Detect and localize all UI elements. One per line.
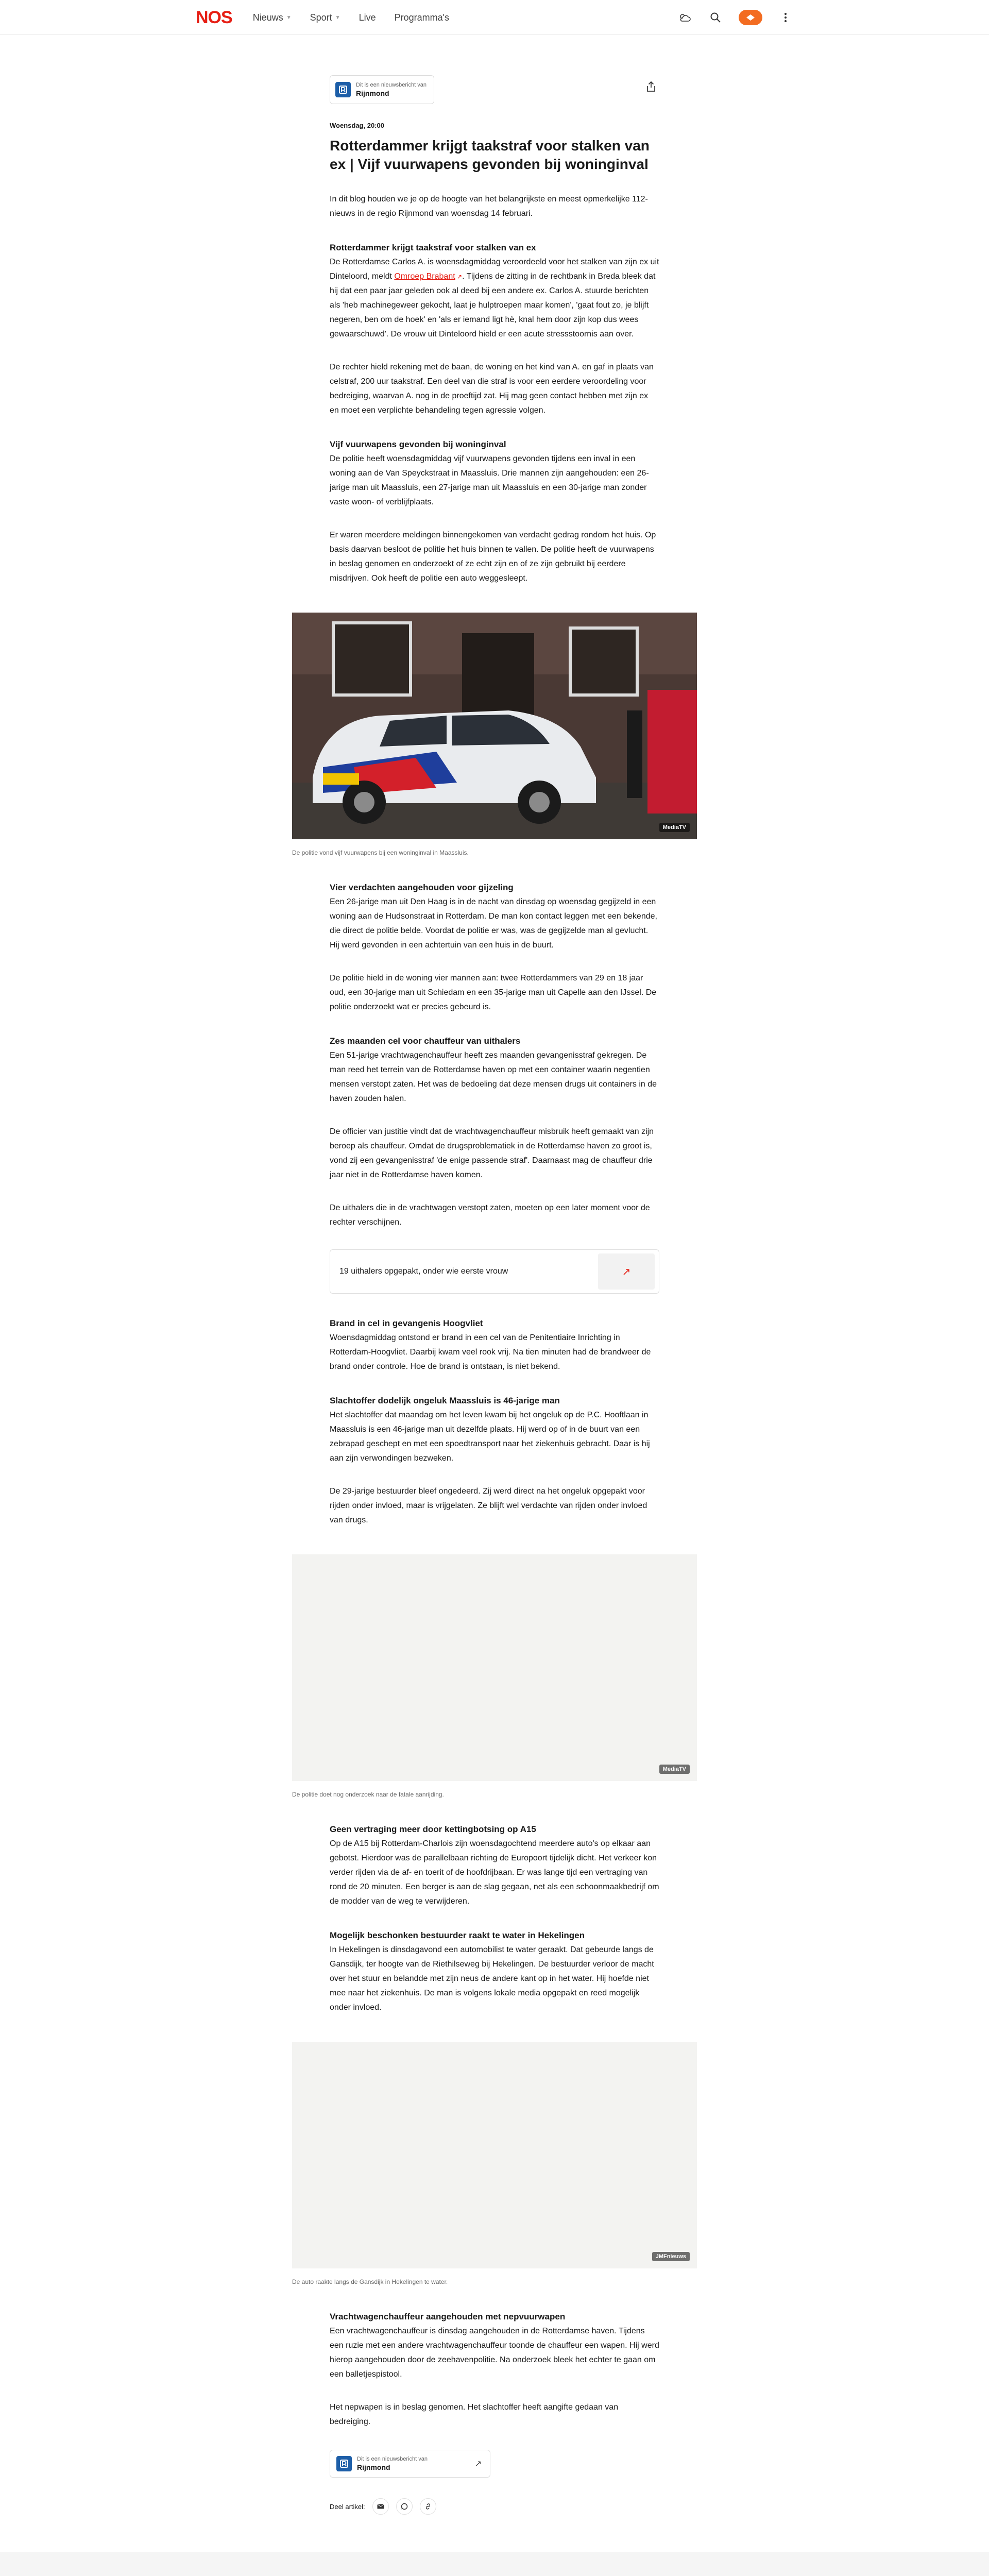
page-title: Rotterdammer krijgt taakstraf voor stalken van ex | Vijf vuurwapens gevonden bij woninginval bbox=[330, 138, 650, 172]
nav-sport-label: Sport bbox=[310, 12, 332, 23]
source-small: Dit is een nieuwsbericht van bbox=[357, 2456, 428, 2462]
section-heading: Mogelijk beschonken bestuurder raakt te water in Hekelingen bbox=[330, 1930, 585, 1940]
section-heading: Geen vertraging meer door kettingbotsing op A15 bbox=[330, 1824, 536, 1834]
paragraph: De politie hield in de woning vier mannen aan: twee Rotterdammers van 29 en 18 jaar oud, een 30-jarige man uit Schiedam en een 35-jarige man uit Capelle aan den IJssel. De politie onderzoekt wat er precies gebeurd is. bbox=[330, 974, 657, 1011]
section-heading: Vier verdachten aangehouden voor gijzeling bbox=[330, 883, 514, 892]
paragraph: In Hekelingen is dinsdagavond een automobilist te water geraakt. Dat gebeurde langs de Gansdijk, ter hoogte van de Riethilseweg bij Hekelingen. De bestuurder verloor de macht over het stuur en belandde met zijn neus de andere kant op in het water. Hij hoefde niet mee naar het ziekenhuis. De man is volgens lokale media opgepakt en reed mogelijk onder invloed. bbox=[330, 1945, 654, 2012]
source-text bbox=[357, 2455, 428, 2472]
article-date: Woensdag, 20:00 bbox=[330, 122, 384, 129]
nav-sport[interactable] bbox=[310, 12, 340, 23]
paragraph: Woensdagmiddag ontstond er brand in een cel van de Penitentiaire Inrichting in Rotterdam-Hoogvliet. Daarbij kwam veel rook vrij. Na tien minuten had de brandweer de brand onder controle. Hoe de brand is ontstaan, is niet bekend. bbox=[330, 1333, 651, 1371]
paragraph-text: . Tijdens de zitting in de rechtbank in Breda bleek dat hij dat een paar jaar geleden ook al deed bij een andere ex. Carlos A. stuurde berichten als 'heb machinegeweer gekocht, laat je hulptroepen maar komen', 'gaat fout zo, je blijft negeren, ben om de hoek' en 'als er iemand ligt hè, knal hem door zijn kop dus wees gewaarschuwd'. De vrouw uit Dinteloord hield er een acute stressstoornis aan over. bbox=[330, 272, 656, 338]
section-heading: Brand in cel in gevangenis Hoogvliet bbox=[330, 1318, 483, 1328]
image-caption: De politie vond vijf vuurwapens bij een woninginval in Maassluis. bbox=[292, 849, 469, 856]
media-source-tag: MediaTV bbox=[659, 823, 690, 832]
site-header bbox=[0, 0, 989, 35]
nav-nieuws[interactable] bbox=[253, 12, 292, 23]
source-badge-bottom[interactable] bbox=[330, 2450, 490, 2478]
paragraph: Er waren meerdere meldingen binnengekomen van verdacht gedrag rondom het huis. Op basis daarvan besloot de politie het huis binnen te vallen. De politie heeft de vuurwapens in beslag genomen en onderzoekt of ze echt zijn en of ze zijn gebruikt bij eerdere misdrijven. Ook heeft de politie een auto weggesleept. bbox=[330, 531, 656, 583]
image-caption: De auto raakte langs de Gansdijk in Hekelingen te water. bbox=[292, 2278, 448, 2285]
arrow-up-right-icon: ↗ bbox=[598, 1253, 655, 1290]
share-icon[interactable] bbox=[643, 78, 659, 95]
section-heading: Rotterdammer krijgt taakstraf voor stalken van ex bbox=[330, 243, 536, 252]
arrow-up-right-icon: ↗ bbox=[474, 2460, 482, 2468]
source-small: Dit is een nieuwsbericht van bbox=[356, 82, 427, 88]
npo-start-icon[interactable] bbox=[739, 10, 762, 25]
search-icon[interactable] bbox=[708, 10, 723, 25]
paragraph-text: De Rotterdamse Carlos A. is woensdagmiddag veroordeeld voor het stalken van zijn ex uit Dinteloord, meldt bbox=[330, 258, 659, 281]
image-caption: De politie doet nog onderzoek naar de fatale aanrijding. bbox=[292, 1791, 444, 1798]
share-label: Deel artikel: bbox=[330, 2502, 365, 2511]
media-source-tag: JMFnieuws bbox=[652, 2252, 690, 2261]
site-footer bbox=[0, 2552, 989, 2576]
media-placeholder-car-water[interactable] bbox=[292, 2042, 697, 2268]
section-heading: Vrachtwagenchauffeur aangehouden met nepvuurwapen bbox=[330, 2312, 566, 2321]
related-article-title: 19 uithalers opgepakt, onder wie eerste vrouw bbox=[339, 1267, 508, 1276]
rijnmond-logo-icon bbox=[335, 82, 351, 97]
paragraph: De politie heeft woensdagmiddag vijf vuurwapens gevonden tijdens een inval in een woning aan de Van Speyckstraat in Maassluis. Drie mannen zijn aangehouden: een 26-jarige man uit Maassluis, een 27-jarige man uit Maassluis en een 30-jarige man zonder vaste woon- of verblijfplaats. bbox=[330, 454, 649, 506]
share-row bbox=[330, 2498, 659, 2552]
paragraph: Een 51-jarige vrachtwagenchauffeur heeft zes maanden gevangenisstraf gekregen. De man reed het terrein van de Rotterdamse haven op met een container waarin negentien mensen verstopt zaten. Het was de bedoeling dat deze mensen drugs uit containers in de haven zouden halen. bbox=[330, 1051, 657, 1103]
nav-live[interactable] bbox=[359, 12, 376, 23]
chevron-down-icon: ▼ bbox=[335, 14, 340, 21]
more-vertical-icon[interactable] bbox=[778, 10, 793, 25]
section-heading: Vijf vuurwapens gevonden bij woninginval bbox=[330, 439, 506, 449]
paragraph: De 29-jarige bestuurder bleef ongedeerd. Zij werd direct na het ongeluk opgepakt voor rijden onder invloed, maar is vrijgelaten. Ze blijft wel verdachte van rijden onder invloed van drugs. bbox=[330, 1487, 647, 1524]
paragraph: De uithalers die in de vrachtwagen verstopt zaten, moeten op een later moment voor de rechter verschijnen. bbox=[330, 1204, 650, 1227]
weather-icon[interactable] bbox=[677, 10, 692, 25]
copy-link-icon[interactable] bbox=[420, 2498, 436, 2515]
omroep-brabant-link[interactable]: Omroep Brabant bbox=[394, 272, 455, 281]
source-badge-left bbox=[336, 2455, 428, 2472]
source-name: Rijnmond bbox=[356, 89, 389, 97]
nos-logo[interactable]: NOS bbox=[196, 7, 232, 27]
media-source-tag: MediaTV bbox=[659, 1765, 690, 1774]
chevron-down-icon: ▼ bbox=[286, 14, 292, 21]
media-police-car[interactable] bbox=[292, 613, 697, 839]
main-nav bbox=[253, 12, 449, 23]
rijnmond-logo-icon bbox=[336, 2456, 352, 2471]
paragraph: Een 26-jarige man uit Den Haag is in de nacht van dinsdag op woensdag gegijzeld in een woning aan de Hudsonstraat in Rotterdam. De man kon contact leggen met een bekende, die direct de politie belde. Voordat de politie er was, was de gegijzelde man al gevlucht. Hij werd gevonden in een achtertuin van een huis in de buurt. bbox=[330, 897, 657, 950]
article bbox=[0, 35, 989, 2552]
paragraph: De officier van justitie vindt dat de vrachtwagenchauffeur misbruik heeft gemaakt van zijn beroep als chauffeur. Omdat de drugsproblematiek in de Rotterdamse haven zo groot is, vond zij een gevangenisstraf 'de enige passende straf'. Daarnaast mag de chauffeur drie jaar niet in de Rotterdamse haven komen. bbox=[330, 1127, 654, 1179]
paragraph bbox=[330, 255, 659, 342]
paragraph: Een vrachtwagenchauffeur is dinsdag aangehouden in de Rotterdamse haven. Tijdens een ruzie met een andere vrachtwagenchauffeur toonde de chauffeur een wapen. Hij werd hierop aangehouden door de zeehavenpolitie. Na onderzoek bleek het echter te gaan om een balletjespistool. bbox=[330, 2327, 659, 2379]
media-placeholder-accident[interactable] bbox=[292, 1554, 697, 1781]
paragraph: Het slachtoffer dat maandag om het leven kwam bij het ongeluk op de P.C. Hooftlaan in Maassluis is een 46-jarige man uit dezelfde plaats. Hij werd op of in de buurt van een zebrapad geschept en met een spoedtransport naar het ziekenhuis gebracht. Daar is hij aan zijn verwondingen bezweken. bbox=[330, 1411, 650, 1463]
source-badge[interactable] bbox=[330, 75, 434, 104]
nav-programmas-label: Programma's bbox=[394, 12, 450, 23]
source-name: Rijnmond bbox=[357, 2463, 390, 2471]
article-intro: In dit blog houden we je op de hoogte van het belangrijkste en meest opmerkelijke 112-nieuws in de regio Rijnmond van woensdag 14 februari. bbox=[330, 195, 648, 218]
section-heading: Slachtoffer dodelijk ongeluk Maassluis is 46-jarige man bbox=[330, 1396, 560, 1405]
nav-live-label: Live bbox=[359, 12, 376, 23]
source-text bbox=[356, 81, 427, 98]
email-share-icon[interactable] bbox=[372, 2498, 389, 2515]
police-car-image bbox=[292, 613, 697, 839]
external-link-icon: ↗ bbox=[455, 273, 463, 280]
nav-nieuws-label: Nieuws bbox=[252, 12, 283, 23]
whatsapp-share-icon[interactable] bbox=[396, 2498, 413, 2515]
paragraph: Het nepwapen is in beslag genomen. Het slachtoffer heeft aangifte gedaan van bedreiging. bbox=[330, 2403, 619, 2426]
nav-programmas[interactable] bbox=[395, 12, 449, 23]
paragraph: Op de A15 bij Rotterdam-Charlois zijn woensdagochtend meerdere auto's op elkaar aan gebotst. Hierdoor was de parallelbaan richting de Europoort tijdelijk dicht. Het verkeer kon verder rijden via de af- en toerit of de hoofdrijbaan. Er was lange tijd een vertraging van rond de 20 minuten. Een berger is aan de slag gegaan, net als een schoonmaakbedrijf om de modder van de weg te verwijderen. bbox=[330, 1839, 659, 1906]
related-article-card[interactable] bbox=[330, 1249, 659, 1294]
paragraph: De rechter hield rekening met de baan, de woning en het kind van A. en gaf in plaats van celstraf, 200 uur taakstraf. Een deel van die straf is voor een eerdere veroordeling voor bedreiging, waarvan A. nog in de proeftijd zat. Hij mag geen contact hebben met zijn ex en moet een verplichte behandeling tegen agressie volgen. bbox=[330, 363, 654, 415]
section-heading: Zes maanden cel voor chauffeur van uithalers bbox=[330, 1036, 521, 1046]
